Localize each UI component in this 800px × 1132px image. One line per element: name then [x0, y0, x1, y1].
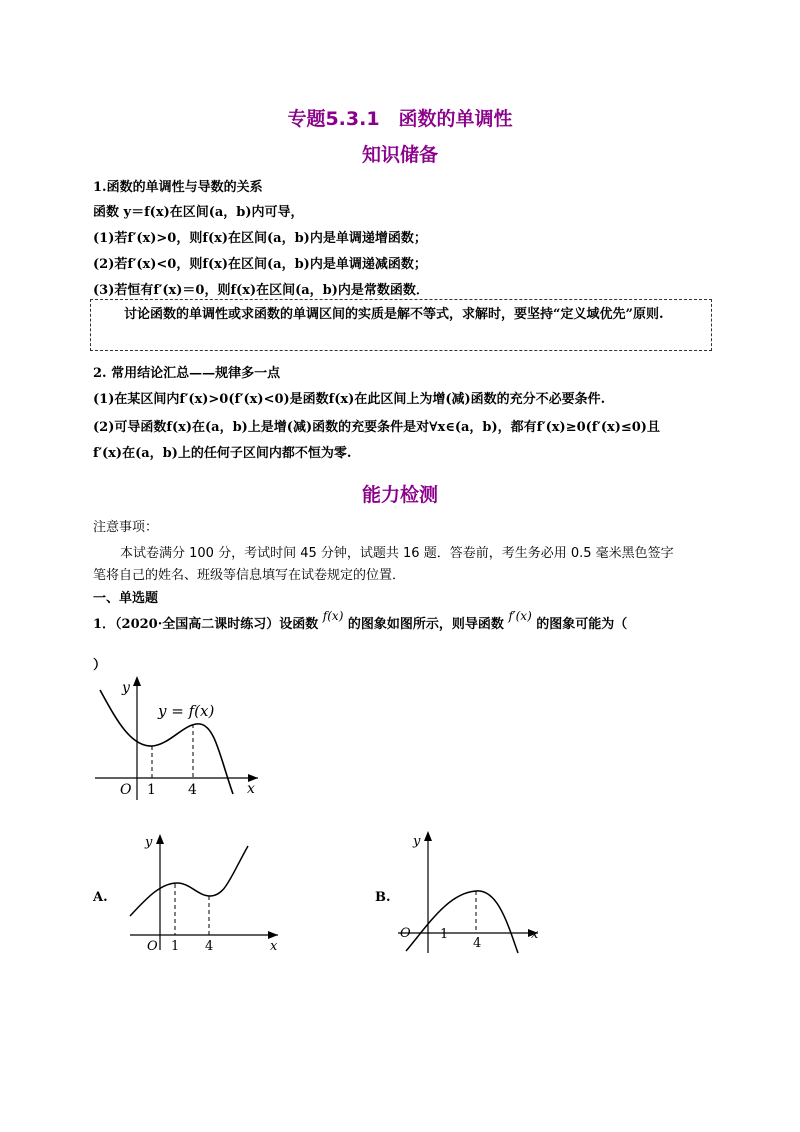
main-tick-4: 4: [188, 782, 197, 798]
main-curve-label: y = f(x): [158, 702, 215, 720]
section-title-test: 能力检测: [361, 484, 438, 506]
q1-part-1: 1．（2020·全国高二课时练习）设函数: [93, 617, 319, 632]
a-tick-1: 1: [171, 939, 180, 953]
s1-intro: 函数 y＝f(x)在区间(a，b)内可导，: [93, 205, 304, 220]
main-tick-1: 1: [147, 782, 156, 798]
section-title-knowledge: 知识储备: [361, 144, 438, 166]
option-a-graph: [120, 828, 285, 953]
option-b-graph: [398, 825, 548, 955]
main-origin-label: O: [120, 782, 132, 798]
option-b-label: B.: [375, 890, 391, 905]
s2-item-2-line-2: f′(x)在(a，b)上的任何子区间内都不恒为零.: [93, 446, 352, 461]
notice-line-1: 本试卷满分 100 分，考试时间 45 分钟，试题共 16 题．答卷前，考生务必用 0.5 毫米黑色签字: [120, 546, 674, 561]
a-y-label: y: [145, 835, 153, 850]
b-y-arrow: [424, 831, 432, 841]
q1-part-3: 的图象可能为（: [536, 617, 628, 632]
a-curve: [130, 846, 248, 916]
q1-fx: f(x): [322, 609, 344, 623]
q1-fpx: f′(x): [508, 609, 532, 623]
s1-item-1: (1)若f′(x)>0，则f(x)在区间(a，b)内是单调递增函数；: [93, 231, 427, 246]
s2-heading: 2. 常用结论汇总——规律多一点: [93, 366, 281, 381]
page-title: 专题5.3.1 函数的单调性: [287, 108, 513, 130]
s1-item-2: (2)若f′(x)<0，则f(x)在区间(a，b)内是单调递减函数；: [93, 257, 427, 272]
b-y-label: y: [413, 834, 421, 849]
main-y-label: y: [122, 680, 130, 696]
section-label: 一、单选题: [93, 591, 159, 606]
a-x-arrow: [268, 931, 278, 939]
s1-item-3: (3)若恒有f′(x)＝0，则f(x)在区间(a，b)内是常数函数．: [93, 283, 429, 298]
option-a-label: A.: [93, 890, 108, 905]
notice-label: 注意事项：: [93, 520, 159, 535]
b-tick-1: 1: [440, 927, 449, 942]
main-y-arrow: [133, 676, 141, 686]
s1-heading: 1.函数的单调性与导数的关系: [93, 180, 263, 195]
a-y-arrow: [156, 834, 164, 844]
question-1-text: [93, 609, 628, 632]
q1-close-paren: ）: [93, 658, 107, 673]
b-tick-4: 4: [473, 936, 482, 951]
b-x-label: x: [531, 927, 539, 942]
note-box-text: 讨论函数的单调性或求函数的单调区间的实质是解不等式，求解时，要坚持“定义域优先”原则.: [124, 307, 664, 322]
a-origin-label: O: [147, 939, 158, 953]
b-curve: [406, 891, 518, 953]
notice-line-2: 笔将自己的姓名、班级等信息填写在试卷规定的位置．: [93, 568, 406, 583]
s2-item-1: (1)在某区间内f′(x)>0(f′(x)<0)是函数f(x)在此区间上为增(减)函数的充分不必要条件.: [93, 392, 606, 407]
a-tick-4: 4: [205, 939, 214, 953]
main-x-label: x: [247, 781, 255, 797]
s2-item-2-line-1: (2)可导函数f(x)在(a，b)上是增(减)函数的充要条件是对∀x∈(a，b)，都有f′(x)≥0(f′(x)≤0)且: [93, 420, 660, 435]
a-x-label: x: [270, 939, 278, 953]
main-graph: [90, 672, 270, 807]
q1-part-2: 的图象如图所示，则导函数: [347, 617, 504, 632]
b-origin-label: O: [400, 926, 411, 941]
